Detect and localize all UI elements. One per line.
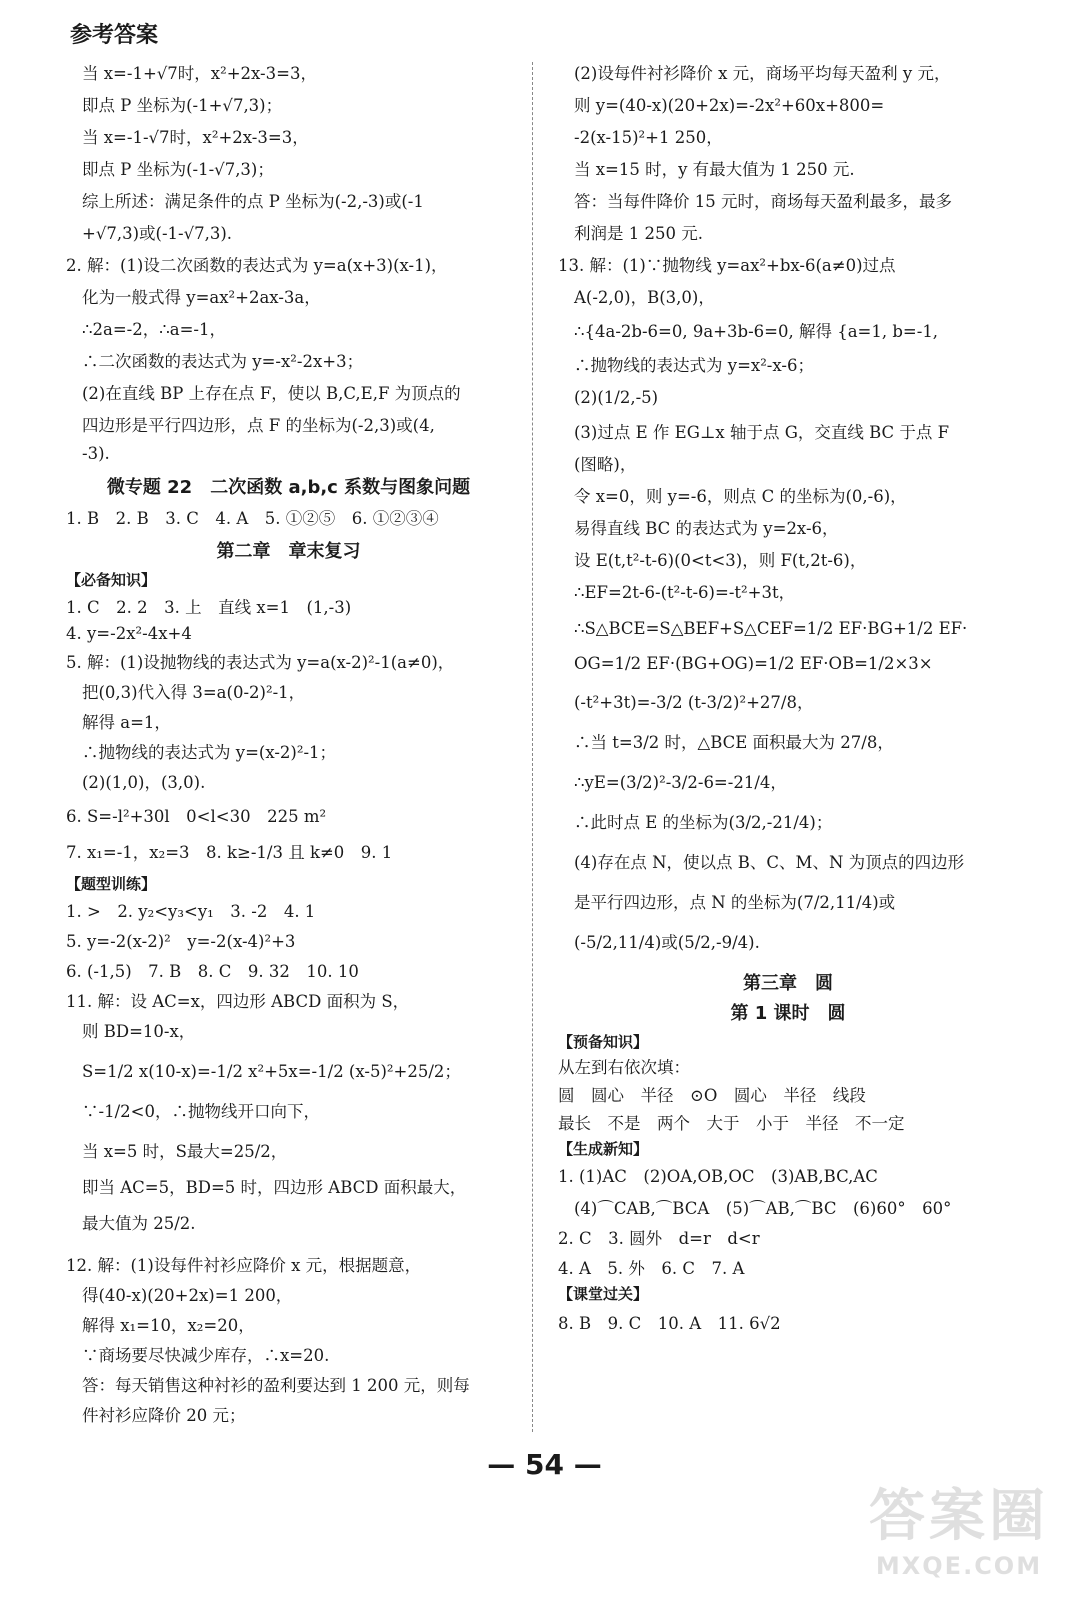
- subsection-label: 【课堂过关】: [558, 1285, 649, 1303]
- watermark-logo: [869, 1472, 1049, 1580]
- text-line: 6. S=-l²+30l 0<l<30 225 m²: [66, 807, 327, 826]
- page-number: — 54 —: [487, 1448, 602, 1481]
- text-line: +√7,3)或(-1-√7,3).: [82, 224, 233, 243]
- text-line: A(-2,0)，B(3,0)，: [574, 288, 715, 307]
- subsection-label: 【生成新知】: [558, 1140, 649, 1158]
- text-line: 7. x₁=-1，x₂=3 8. k≥-1/3 且 k≠0 9. 1: [66, 843, 393, 862]
- text-line: 即点 P 坐标为(-1+√7,3)；: [82, 96, 283, 115]
- text-line: ∴EF=2t-6-(t²-t-6)=-t²+3t，: [574, 583, 796, 602]
- text-line: 5. y=-2(x-2)² y=-2(x-4)²+3: [66, 932, 296, 951]
- text-line: 1. B 2. B 3. C 4. A 5. ①②⑤ 6. ①②③④: [66, 509, 439, 528]
- text-line: (4)存在点 N，使以点 B、C、M、N 为顶点的四边形: [574, 853, 965, 872]
- text-line: 6. (-1,5) 7. B 8. C 9. 32 10. 10: [66, 962, 359, 981]
- text-line: ∵-1/2<0，∴抛物线开口向下，: [82, 1102, 320, 1121]
- text-line: 即点 P 坐标为(-1-√7,3)；: [82, 160, 274, 179]
- watermark-text: 答案圈: [869, 1484, 1049, 1549]
- chapter-heading: 第三章 圆: [743, 973, 833, 994]
- text-line: (-5/2,11/4)或(5/2,-9/4).: [574, 933, 760, 952]
- text-line: (2)设每件衬衫降价 x 元，商场平均每天盈利 y 元，: [574, 64, 951, 83]
- text-line: ∴当 t=3/2 时，△BCE 面积最大为 27/8，: [574, 733, 894, 752]
- chapter-heading: 第二章 章末复习: [216, 541, 361, 562]
- text-line: (-t²+3t)=-3/2 (t-3/2)²+27/8，: [574, 693, 814, 712]
- text-line: 当 x=5 时，S最大=25/2，: [82, 1142, 288, 1161]
- text-line: ∴S△BCE=S△BEF+S△CEF=1/2 EF·BG+1/2 EF·: [574, 619, 968, 638]
- section-heading: 微专题 22 二次函数 a,b,c 系数与图象问题: [106, 477, 471, 498]
- text-line: 2. C 3. 圆外 d=r d<r: [558, 1229, 760, 1248]
- text-line: OG=1/2 EF·(BG+OG)=1/2 EF·OB=1/2×3×: [574, 654, 933, 673]
- text-line: ∴{4a-2b-6=0, 9a+3b-6=0, 解得 {a=1, b=-1,: [574, 322, 939, 341]
- text-line: (2)(1/2,-5): [574, 388, 659, 407]
- right-column: [558, 60, 1018, 1333]
- text-line: ∴抛物线的表达式为 y=x²-x-6；: [574, 356, 814, 375]
- lesson-heading: 第 1 课时 圆: [730, 1003, 846, 1024]
- text-line: 是平行四边形，点 N 的坐标为(7/2,11/4)或: [574, 893, 896, 912]
- column-divider: [532, 62, 533, 1432]
- text-line: 综上所述：满足条件的点 P 坐标为(-2,-3)或(-1: [82, 192, 424, 211]
- text-line: (3)过点 E 作 EG⊥x 轴于点 G，交直线 BC 于点 F: [574, 423, 950, 442]
- text-line: 5. 解：(1)设抛物线的表达式为 y=a(x-2)²-1(a≠0)，: [66, 653, 455, 672]
- text-line: 1. > 2. y₂<y₃<y₁ 3. -2 4. 1: [66, 902, 316, 921]
- page-header-title: 参考答案: [70, 23, 159, 48]
- text-line: -2(x-15)²+1 250，: [574, 128, 723, 147]
- text-line: 当 x=-1-√7时，x²+2x-3=3，: [82, 128, 309, 147]
- text-line: (4)⌒CAB,⌒BCA (5)⌒AB,⌒BC (6)60° 60°: [574, 1199, 952, 1218]
- text-line: 利润是 1 250 元.: [574, 224, 703, 243]
- text-line: 四边形是平行四边形，点 F 的坐标为(-2,3)或(4,: [82, 416, 435, 435]
- left-column: [66, 60, 511, 1425]
- text-line: 12. 解：(1)设每件衬衫应降价 x 元，根据题意，: [66, 1256, 422, 1275]
- text-line: 当 x=15 时，y 有最大值为 1 250 元.: [574, 160, 855, 179]
- text-line: 化为一般式得 y=ax²+2ax-3a，: [82, 288, 321, 307]
- text-line: 则 y=(40-x)(20+2x)=-2x²+60x+800=: [574, 96, 885, 115]
- text-line: 即当 AC=5，BD=5 时，四边形 ABCD 面积最大，: [82, 1178, 467, 1197]
- text-line: ∴2a=-2，∴a=-1，: [82, 320, 226, 339]
- watermark-url: MXQE.COM: [875, 1552, 1043, 1580]
- text-line: 答：每天销售这种衬衫的盈利要达到 1 200 元，则每: [82, 1376, 470, 1395]
- subsection-label: 【预备知识】: [558, 1033, 649, 1051]
- text-line: 1. (1)AC (2)OA,OB,OC (3)AB,BC,AC: [558, 1167, 878, 1186]
- text-line: (2)在直线 BP 上存在点 F，使以 B,C,E,F 为顶点的: [82, 384, 461, 403]
- text-line: 当 x=-1+√7时，x²+2x-3=3，: [82, 64, 317, 83]
- text-line: 最大值为 25/2.: [82, 1214, 196, 1233]
- text-line: 则 BD=10-x，: [82, 1022, 196, 1041]
- subsection-label: 【必备知识】: [66, 571, 157, 589]
- subsection-label: 【题型训练】: [66, 875, 157, 893]
- text-line: 1. C 2. 2 3. 上 直线 x=1 (1,-3): [66, 598, 352, 617]
- text-line: 最长 不是 两个 大于 小于 半径 不一定: [558, 1114, 905, 1133]
- text-line: S=1/2 x(10-x)=-1/2 x²+5x=-1/2 (x-5)²+25/2；: [82, 1062, 461, 1081]
- text-line: ∴此时点 E 的坐标为(3/2,-21/4)；: [574, 813, 833, 832]
- text-line: ∴抛物线的表达式为 y=(x-2)²-1；: [82, 743, 337, 762]
- text-line: 4. A 5. 外 6. C 7. A: [558, 1259, 745, 1278]
- text-line: 易得直线 BC 的表达式为 y=2x-6，: [574, 519, 839, 538]
- text-line: 8. B 9. C 10. A 11. 6√2: [558, 1314, 781, 1333]
- text-line: 把(0,3)代入得 3=a(0-2)²-1，: [82, 683, 306, 702]
- text-line: 令 x=0，则 y=-6，则点 C 的坐标为(0,-6)，: [574, 487, 907, 506]
- text-line: 得(40-x)(20+2x)=1 200，: [82, 1286, 293, 1305]
- text-line: 解得 x₁=10，x₂=20，: [82, 1316, 255, 1335]
- text-line: 件衬衫应降价 20 元；: [82, 1406, 246, 1425]
- text-line: 圆 圆心 半径 ⊙O 圆心 半径 线段: [558, 1086, 866, 1105]
- text-line: (2)(1,0)，(3,0).: [82, 773, 206, 792]
- text-line: 4. y=-2x²-4x+4: [66, 624, 192, 643]
- text-line: 解得 a=1，: [82, 713, 171, 732]
- text-line: ∴yE=(3/2)²-3/2-6=-21/4，: [574, 773, 787, 792]
- text-line: 答：当每件降价 15 元时，商场每天盈利最多，最多: [574, 192, 952, 211]
- text-line: ∴二次函数的表达式为 y=-x²-2x+3；: [82, 352, 364, 371]
- text-line: 设 E(t,t²-t-6)(0<t<3)，则 F(t,2t-6)，: [574, 551, 867, 570]
- text-line: -3).: [82, 444, 110, 463]
- text-line: 13. 解：(1)∵抛物线 y=ax²+bx-6(a≠0)过点: [558, 256, 896, 275]
- text-line: ∵商场要尽快减少库存，∴x=20.: [82, 1346, 330, 1365]
- text-line: (图略)，: [574, 455, 637, 474]
- text-line: 11. 解：设 AC=x，四边形 ABCD 面积为 S，: [66, 992, 410, 1011]
- text-line: 2. 解：(1)设二次函数的表达式为 y=a(x+3)(x-1)，: [66, 256, 448, 275]
- text-line: 从左到右依次填：: [558, 1058, 690, 1077]
